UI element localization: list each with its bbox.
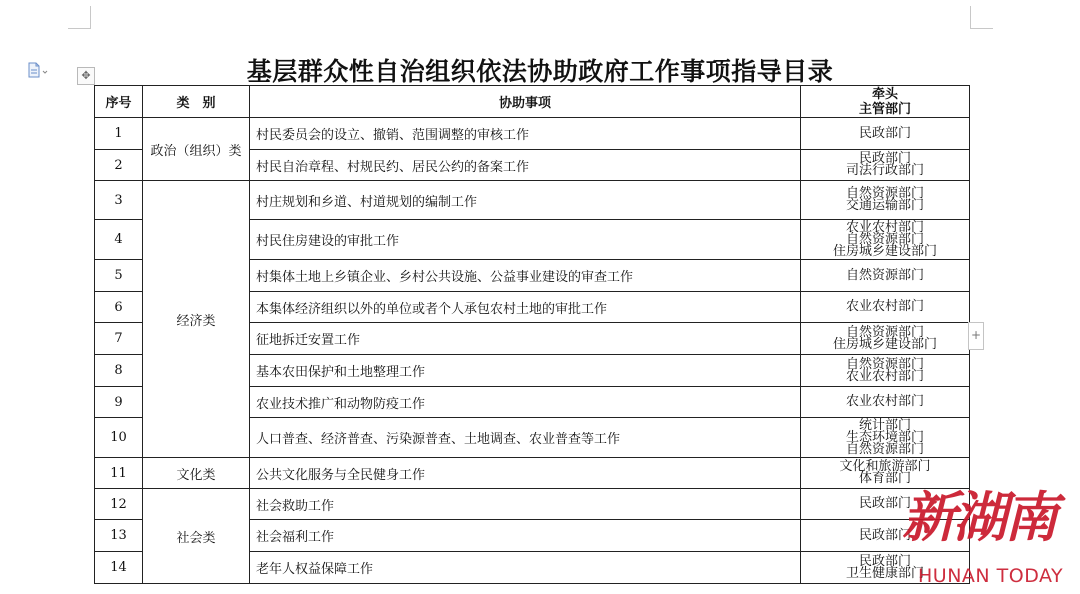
dept-name: 民政部门: [858, 125, 911, 141]
row-number: 13: [95, 520, 143, 552]
table-row: [95, 489, 970, 520]
hunan-today-watermark: [902, 485, 1080, 594]
dept-name: 农业农村部门: [845, 368, 924, 384]
page-corner-top-right: [970, 6, 993, 29]
row-lead-dept: [801, 418, 970, 458]
row-assist-item: 农业技术推广和动物防疫工作: [250, 387, 801, 418]
dept-name: 农业农村部门: [845, 299, 924, 314]
row-number: 3: [95, 181, 143, 220]
row-lead-dept: [801, 292, 970, 323]
row-assist-item: 村民自治章程、村规民约、居民公约的备案工作: [250, 150, 801, 181]
row-category: 政治（组织）类: [143, 118, 250, 181]
row-lead-dept: [801, 355, 970, 387]
dept-name: 民政部门: [858, 527, 911, 543]
row-assist-item: 村民委员会的设立、撤销、范围调整的审核工作: [250, 118, 801, 150]
row-category: 社会类: [143, 489, 250, 584]
watermark-text: HUNAN TODAY: [918, 565, 1064, 587]
dept-name: 住房城乡建设部门: [832, 243, 937, 259]
row-number: 9: [95, 387, 143, 418]
dept-name: 自然资源部门: [845, 186, 924, 201]
row-assist-item: 老年人权益保障工作: [250, 552, 801, 584]
row-lead-dept: [801, 458, 970, 489]
row-lead-dept: [801, 181, 970, 220]
dept-name: 自然资源部门: [845, 324, 924, 340]
table-row: [95, 181, 970, 220]
row-number: 2: [95, 150, 143, 181]
document-title: 基层群众性自治组织依法协助政府工作事项指导目录: [246, 57, 834, 86]
dept-name: 文化和旅游部门: [839, 459, 931, 474]
row-assist-item: 征地拆迁安置工作: [250, 323, 801, 355]
dept-name: 农业农村部门: [845, 394, 924, 409]
dept-name: 住房城乡建设部门: [832, 336, 937, 352]
row-category: 文化类: [143, 458, 250, 489]
table-row: [95, 458, 970, 489]
table-header-row: [95, 86, 970, 118]
row-assist-item: 村集体土地上乡镇企业、乡村公共设施、公益事业建设的审查工作: [250, 260, 801, 292]
row-category: 经济类: [143, 181, 250, 458]
dept-name: 交通运输部门: [845, 198, 924, 213]
row-number: 5: [95, 260, 143, 292]
table-row: [95, 118, 970, 150]
dept-name: 生态环境部门: [845, 429, 924, 445]
dept-name: 自然资源部门: [845, 356, 924, 372]
dept-name: 民政部门: [858, 553, 911, 569]
row-assist-item: 基本农田保护和土地整理工作: [250, 355, 801, 387]
row-assist-item: 村庄规划和乡道、村道规划的编制工作: [250, 181, 801, 220]
header-dept-line2: 主管部门: [858, 101, 911, 117]
row-lead-dept: [801, 220, 970, 260]
row-number: 1: [95, 118, 143, 150]
row-lead-dept: [801, 260, 970, 292]
dept-name: 统计部门: [858, 417, 911, 433]
row-assist-item: 人口普查、经济普查、污染源普查、土地调查、农业普查等工作: [250, 418, 801, 458]
dept-name: 自然资源部门: [845, 231, 924, 247]
row-assist-item: 公共文化服务与全民健身工作: [250, 458, 801, 489]
dept-name: 自然资源部门: [845, 267, 924, 283]
header-dept-line1: 牵头: [871, 86, 898, 102]
plus-icon[interactable]: +: [968, 322, 984, 350]
header-item: 协助事项: [250, 86, 801, 118]
directory-table: [94, 85, 970, 584]
dept-name: 自然资源部门: [845, 441, 924, 457]
dept-name: 体育部门: [858, 471, 911, 486]
row-lead-dept: [801, 150, 970, 181]
page-corner-top-left: [68, 6, 91, 29]
row-number: 4: [95, 220, 143, 260]
row-number: 7: [95, 323, 143, 355]
row-number: 10: [95, 418, 143, 458]
row-number: 6: [95, 292, 143, 323]
row-lead-dept: [801, 118, 970, 150]
row-assist-item: 本集体经济组织以外的单位或者个人承包农村土地的审批工作: [250, 292, 801, 323]
row-assist-item: 社会福利工作: [250, 520, 801, 552]
row-number: 8: [95, 355, 143, 387]
header-category: 类 别: [143, 86, 250, 118]
header-dept: [801, 86, 970, 118]
dept-name: 民政部门: [858, 151, 911, 166]
row-assist-item: 村民住房建设的审批工作: [250, 220, 801, 260]
dept-name: 司法行政部门: [845, 163, 924, 178]
row-lead-dept: [801, 387, 970, 418]
dept-name: 民政部门: [858, 496, 911, 511]
row-number: 14: [95, 552, 143, 584]
row-number: 11: [95, 458, 143, 489]
watermark-logo: 新湖南: [902, 485, 1055, 549]
dept-name: 卫生健康部门: [845, 565, 924, 581]
row-lead-dept: [801, 323, 970, 355]
header-num: 序号: [95, 86, 143, 118]
dept-name: 农业农村部门: [845, 219, 924, 235]
row-number: 12: [95, 489, 143, 520]
row-assist-item: 社会救助工作: [250, 489, 801, 520]
move-handle-icon[interactable]: ✥: [77, 67, 95, 85]
